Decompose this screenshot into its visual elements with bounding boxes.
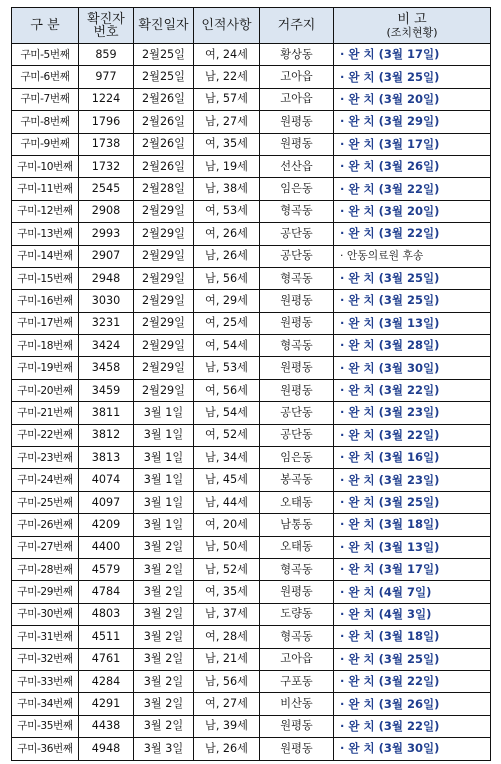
status-note-cell	[334, 693, 491, 715]
status-note-cell	[334, 245, 491, 267]
confirm-date-cell: 3월 1일	[134, 424, 194, 446]
person-info-cell: 남, 19세	[194, 155, 260, 177]
status-note-text: · 완 치 (3월 25일)	[340, 293, 440, 308]
residence-cell: 공단동	[260, 402, 334, 424]
case-name-cell: 구미-17번째	[12, 312, 79, 334]
confirm-date-cell: 3월 3일	[134, 738, 194, 760]
status-note-cell	[334, 402, 491, 424]
residence-cell: 선산읍	[260, 155, 334, 177]
status-note-text: · 완 치 (3월 20일)	[340, 91, 440, 106]
status-note-cell	[334, 223, 491, 245]
status-note-text: · 완 치 (3월 18일)	[340, 517, 440, 532]
case-number-cell: 2993	[79, 223, 134, 245]
case-number-cell: 3812	[79, 424, 134, 446]
person-info-cell: 여, 35세	[194, 581, 260, 603]
table-row	[12, 357, 491, 379]
status-note-text: · 완 치 (3월 25일)	[340, 69, 440, 84]
status-note-text: · 완 치 (3월 25일)	[340, 651, 440, 666]
case-name-cell: 구미-5번째	[12, 44, 79, 66]
confirm-date-cell: 2월29일	[134, 290, 194, 312]
confirm-date-cell: 2월26일	[134, 155, 194, 177]
case-number-cell: 2948	[79, 267, 134, 289]
case-name-cell: 구미-11번째	[12, 178, 79, 200]
confirm-date-cell: 2월29일	[134, 379, 194, 401]
header-person: 인적사항	[194, 8, 260, 44]
residence-cell: 임은동	[260, 447, 334, 469]
case-number-cell: 3811	[79, 402, 134, 424]
case-name-cell: 구미-32번째	[12, 648, 79, 670]
status-note-text: · 완 치 (3월 17일)	[340, 136, 440, 151]
person-info-cell: 여, 25세	[194, 312, 260, 334]
table-row	[12, 715, 491, 737]
status-note-cell	[334, 357, 491, 379]
status-note-text: · 완 치 (4월 7일)	[340, 584, 432, 599]
residence-cell: 임은동	[260, 178, 334, 200]
person-info-cell: 남, 39세	[194, 715, 260, 737]
case-number-cell: 4511	[79, 626, 134, 648]
person-info-cell: 남, 26세	[194, 738, 260, 760]
status-note-text: · 완 치 (3월 20일)	[340, 203, 440, 218]
status-note-text: · 완 치 (3월 22일)	[340, 427, 440, 442]
table-row	[12, 558, 491, 580]
case-name-cell: 구미-22번째	[12, 424, 79, 446]
person-info-cell: 남, 56세	[194, 670, 260, 692]
table-row	[12, 178, 491, 200]
residence-cell: 공단동	[260, 245, 334, 267]
case-name-cell: 구미-28번째	[12, 558, 79, 580]
status-note-cell	[334, 312, 491, 334]
status-note-cell	[334, 536, 491, 558]
confirm-date-cell: 3월 2일	[134, 558, 194, 580]
confirm-date-cell: 2월29일	[134, 357, 194, 379]
status-note-text: · 완 치 (3월 13일)	[340, 539, 440, 554]
person-info-cell: 남, 21세	[194, 648, 260, 670]
table-row	[12, 111, 491, 133]
table-row	[12, 626, 491, 648]
status-note-text: · 완 치 (3월 25일)	[340, 271, 440, 286]
status-note-cell	[334, 514, 491, 536]
status-note-text: · 완 치 (3월 23일)	[340, 405, 440, 420]
case-number-cell: 4784	[79, 581, 134, 603]
case-table-container	[11, 7, 491, 761]
table-row	[12, 335, 491, 357]
case-name-cell: 구미-30번째	[12, 603, 79, 625]
header-date: 확진일자	[134, 8, 194, 44]
case-name-cell: 구미-26번째	[12, 514, 79, 536]
confirm-date-cell: 3월 1일	[134, 402, 194, 424]
status-note-cell	[334, 178, 491, 200]
person-info-cell: 남, 56세	[194, 267, 260, 289]
status-note-text: · 완 치 (3월 22일)	[340, 226, 440, 241]
confirm-date-cell: 3월 2일	[134, 693, 194, 715]
confirmed-cases-table	[11, 7, 491, 761]
residence-cell: 형곡동	[260, 200, 334, 222]
table-row	[12, 44, 491, 66]
table-row	[12, 648, 491, 670]
residence-cell: 형곡동	[260, 335, 334, 357]
residence-cell: 고아읍	[260, 88, 334, 110]
confirm-date-cell: 3월 1일	[134, 514, 194, 536]
header-note-line2: (조치현황)	[386, 25, 438, 39]
person-info-cell: 남, 45세	[194, 469, 260, 491]
confirm-date-cell: 2월29일	[134, 245, 194, 267]
residence-cell: 원평동	[260, 715, 334, 737]
case-number-cell: 4803	[79, 603, 134, 625]
status-note-cell	[334, 290, 491, 312]
header-case: 구 분	[12, 8, 79, 44]
residence-cell: 형곡동	[260, 267, 334, 289]
status-note-cell	[334, 379, 491, 401]
case-name-cell: 구미-13번째	[12, 223, 79, 245]
case-number-cell: 3030	[79, 290, 134, 312]
status-note-cell	[334, 424, 491, 446]
confirm-date-cell: 3월 2일	[134, 715, 194, 737]
confirm-date-cell: 2월26일	[134, 88, 194, 110]
person-info-cell: 남, 44세	[194, 491, 260, 513]
table-row	[12, 379, 491, 401]
case-name-cell: 구미-10번째	[12, 155, 79, 177]
case-number-cell: 4291	[79, 693, 134, 715]
header-number-line2: 번호	[93, 24, 119, 40]
confirm-date-cell: 3월 2일	[134, 648, 194, 670]
residence-cell: 남통동	[260, 514, 334, 536]
status-note-cell	[334, 111, 491, 133]
person-info-cell: 남, 52세	[194, 558, 260, 580]
status-note-text: · 완 치 (3월 22일)	[340, 181, 440, 196]
case-number-cell: 3231	[79, 312, 134, 334]
case-name-cell: 구미-18번째	[12, 335, 79, 357]
confirm-date-cell: 3월 2일	[134, 603, 194, 625]
residence-cell: 형곡동	[260, 558, 334, 580]
case-name-cell: 구미-24번째	[12, 469, 79, 491]
confirm-date-cell: 2월29일	[134, 200, 194, 222]
confirm-date-cell: 3월 1일	[134, 469, 194, 491]
residence-cell: 원평동	[260, 133, 334, 155]
status-note-text: · 완 치 (3월 22일)	[340, 718, 440, 733]
table-row	[12, 223, 491, 245]
case-name-cell: 구미-15번째	[12, 267, 79, 289]
status-note-text: · 완 치 (3월 26일)	[340, 696, 440, 711]
case-number-cell: 2908	[79, 200, 134, 222]
case-name-cell: 구미-6번째	[12, 66, 79, 88]
residence-cell: 원평동	[260, 312, 334, 334]
status-note-text: · 완 치 (3월 18일)	[340, 629, 440, 644]
person-info-cell: 남, 50세	[194, 536, 260, 558]
status-note-cell	[334, 581, 491, 603]
case-name-cell: 구미-14번째	[12, 245, 79, 267]
status-note-cell	[334, 335, 491, 357]
status-note-cell	[334, 670, 491, 692]
confirm-date-cell: 3월 1일	[134, 491, 194, 513]
status-note-text: · 완 치 (3월 23일)	[340, 472, 440, 487]
status-note-cell	[334, 133, 491, 155]
status-note-cell	[334, 469, 491, 491]
case-number-cell: 2545	[79, 178, 134, 200]
person-info-cell: 여, 26세	[194, 223, 260, 245]
table-row	[12, 491, 491, 513]
case-name-cell: 구미-12번째	[12, 200, 79, 222]
case-number-cell: 4074	[79, 469, 134, 491]
person-info-cell: 남, 34세	[194, 447, 260, 469]
case-name-cell: 구미-19번째	[12, 357, 79, 379]
table-row	[12, 200, 491, 222]
residence-cell: 오태동	[260, 491, 334, 513]
status-note-cell	[334, 626, 491, 648]
table-row	[12, 155, 491, 177]
case-number-cell: 977	[79, 66, 134, 88]
residence-cell: 원평동	[260, 290, 334, 312]
case-number-cell: 4284	[79, 670, 134, 692]
confirm-date-cell: 3월 2일	[134, 581, 194, 603]
status-note-text: · 완 치 (3월 17일)	[340, 47, 440, 62]
header-residence: 거주지	[260, 8, 334, 44]
residence-cell: 형곡동	[260, 626, 334, 648]
case-name-cell: 구미-20번째	[12, 379, 79, 401]
residence-cell: 원평동	[260, 111, 334, 133]
person-info-cell: 남, 27세	[194, 111, 260, 133]
status-note-text: · 완 치 (4월 3일)	[340, 606, 432, 621]
residence-cell: 고아읍	[260, 648, 334, 670]
confirm-date-cell: 2월29일	[134, 223, 194, 245]
case-number-cell: 4761	[79, 648, 134, 670]
case-number-cell: 4438	[79, 715, 134, 737]
case-name-cell: 구미-27번째	[12, 536, 79, 558]
status-note-cell	[334, 267, 491, 289]
case-number-cell: 859	[79, 44, 134, 66]
status-note-text: · 완 치 (3월 22일)	[340, 383, 440, 398]
case-number-cell: 3459	[79, 379, 134, 401]
case-number-cell: 3424	[79, 335, 134, 357]
status-note-cell	[334, 447, 491, 469]
table-row	[12, 133, 491, 155]
residence-cell: 원평동	[260, 379, 334, 401]
header-row	[12, 8, 491, 44]
person-info-cell: 여, 28세	[194, 626, 260, 648]
header-note-line1: 비 고	[397, 11, 427, 27]
case-name-cell: 구미-36번째	[12, 738, 79, 760]
confirm-date-cell: 2월28일	[134, 178, 194, 200]
residence-cell: 공단동	[260, 223, 334, 245]
table-row	[12, 670, 491, 692]
case-number-cell: 1796	[79, 111, 134, 133]
status-note-text: · 완 치 (3월 28일)	[340, 338, 440, 353]
case-name-cell: 구미-34번째	[12, 693, 79, 715]
person-info-cell: 여, 24세	[194, 44, 260, 66]
residence-cell: 원평동	[260, 357, 334, 379]
status-note-cell	[334, 603, 491, 625]
person-info-cell: 여, 20세	[194, 514, 260, 536]
person-info-cell: 여, 29세	[194, 290, 260, 312]
case-number-cell: 4097	[79, 491, 134, 513]
confirm-date-cell: 2월26일	[134, 133, 194, 155]
table-body	[12, 44, 491, 761]
confirm-date-cell: 3월 2일	[134, 626, 194, 648]
table-row	[12, 66, 491, 88]
case-name-cell: 구미-35번째	[12, 715, 79, 737]
residence-cell: 봉곡동	[260, 469, 334, 491]
case-number-cell: 4209	[79, 514, 134, 536]
case-number-cell: 1224	[79, 88, 134, 110]
case-number-cell: 3813	[79, 447, 134, 469]
status-note-cell	[334, 738, 491, 760]
case-name-cell: 구미-7번째	[12, 88, 79, 110]
status-note-cell	[334, 155, 491, 177]
case-number-cell: 4400	[79, 536, 134, 558]
confirm-date-cell: 2월29일	[134, 312, 194, 334]
status-note-text: · 완 치 (3월 30일)	[340, 360, 440, 375]
case-number-cell: 4948	[79, 738, 134, 760]
confirm-date-cell: 2월25일	[134, 66, 194, 88]
person-info-cell: 남, 37세	[194, 603, 260, 625]
person-info-cell: 남, 22세	[194, 66, 260, 88]
person-info-cell: 여, 27세	[194, 693, 260, 715]
header-number-line1: 확진자	[87, 11, 125, 27]
person-info-cell: 남, 38세	[194, 178, 260, 200]
table-row	[12, 312, 491, 334]
person-info-cell: 여, 56세	[194, 379, 260, 401]
table-row	[12, 536, 491, 558]
status-note-cell	[334, 200, 491, 222]
case-name-cell: 구미-9번째	[12, 133, 79, 155]
status-note-cell	[334, 648, 491, 670]
table-row	[12, 469, 491, 491]
residence-cell: 고아읍	[260, 66, 334, 88]
case-number-cell: 2907	[79, 245, 134, 267]
table-row	[12, 514, 491, 536]
person-info-cell: 남, 26세	[194, 245, 260, 267]
status-note-text: · 완 치 (3월 29일)	[340, 114, 440, 129]
person-info-cell: 여, 53세	[194, 200, 260, 222]
table-header	[12, 8, 491, 44]
residence-cell: 오태동	[260, 536, 334, 558]
status-note-text: · 완 치 (3월 22일)	[340, 674, 440, 689]
confirm-date-cell: 2월25일	[134, 44, 194, 66]
case-number-cell: 4579	[79, 558, 134, 580]
table-row	[12, 267, 491, 289]
header-note	[334, 8, 491, 44]
case-number-cell: 3458	[79, 357, 134, 379]
status-note-cell	[334, 44, 491, 66]
status-note-cell	[334, 491, 491, 513]
person-info-cell: 남, 53세	[194, 357, 260, 379]
status-note-cell	[334, 715, 491, 737]
person-info-cell: 여, 54세	[194, 335, 260, 357]
case-name-cell: 구미-23번째	[12, 447, 79, 469]
case-name-cell: 구미-8번째	[12, 111, 79, 133]
residence-cell: 공단동	[260, 424, 334, 446]
status-note-text: · 완 치 (3월 13일)	[340, 315, 440, 330]
person-info-cell: 여, 52세	[194, 424, 260, 446]
residence-cell: 원평동	[260, 738, 334, 760]
case-name-cell: 구미-31번째	[12, 626, 79, 648]
status-note-cell	[334, 66, 491, 88]
case-name-cell: 구미-33번째	[12, 670, 79, 692]
table-row	[12, 290, 491, 312]
confirm-date-cell: 2월29일	[134, 335, 194, 357]
table-row	[12, 402, 491, 424]
status-note-text: · 완 치 (3월 26일)	[340, 159, 440, 174]
residence-cell: 원평동	[260, 581, 334, 603]
status-note-cell	[334, 88, 491, 110]
confirm-date-cell: 3월 2일	[134, 670, 194, 692]
table-row	[12, 88, 491, 110]
table-row	[12, 245, 491, 267]
table-row	[12, 738, 491, 760]
status-note-text: · 완 치 (3월 17일)	[340, 562, 440, 577]
confirm-date-cell: 3월 1일	[134, 447, 194, 469]
case-number-cell: 1732	[79, 155, 134, 177]
status-note-text: · 완 치 (3월 25일)	[340, 495, 440, 509]
case-name-cell: 구미-16번째	[12, 290, 79, 312]
residence-cell: 구포동	[260, 670, 334, 692]
person-info-cell: 남, 54세	[194, 402, 260, 424]
confirm-date-cell: 2월26일	[134, 111, 194, 133]
table-row	[12, 581, 491, 603]
table-row	[12, 447, 491, 469]
person-info-cell: 여, 35세	[194, 133, 260, 155]
status-note-text: · 완 치 (3월 16일)	[340, 450, 440, 465]
residence-cell: 도량동	[260, 603, 334, 625]
header-number	[79, 8, 134, 44]
table-row	[12, 603, 491, 625]
status-note-text: · 완 치 (3월 30일)	[340, 741, 440, 756]
case-name-cell: 구미-29번째	[12, 581, 79, 603]
confirm-date-cell: 2월29일	[134, 267, 194, 289]
residence-cell: 비산동	[260, 693, 334, 715]
person-info-cell: 남, 57세	[194, 88, 260, 110]
table-row	[12, 424, 491, 446]
case-number-cell: 1738	[79, 133, 134, 155]
table-row	[12, 693, 491, 715]
confirm-date-cell: 3월 2일	[134, 536, 194, 558]
case-name-cell: 구미-25번째	[12, 491, 79, 513]
status-note-text: · 안동의료원 후송	[340, 249, 424, 263]
case-name-cell: 구미-21번째	[12, 402, 79, 424]
status-note-cell	[334, 558, 491, 580]
residence-cell: 황상동	[260, 44, 334, 66]
